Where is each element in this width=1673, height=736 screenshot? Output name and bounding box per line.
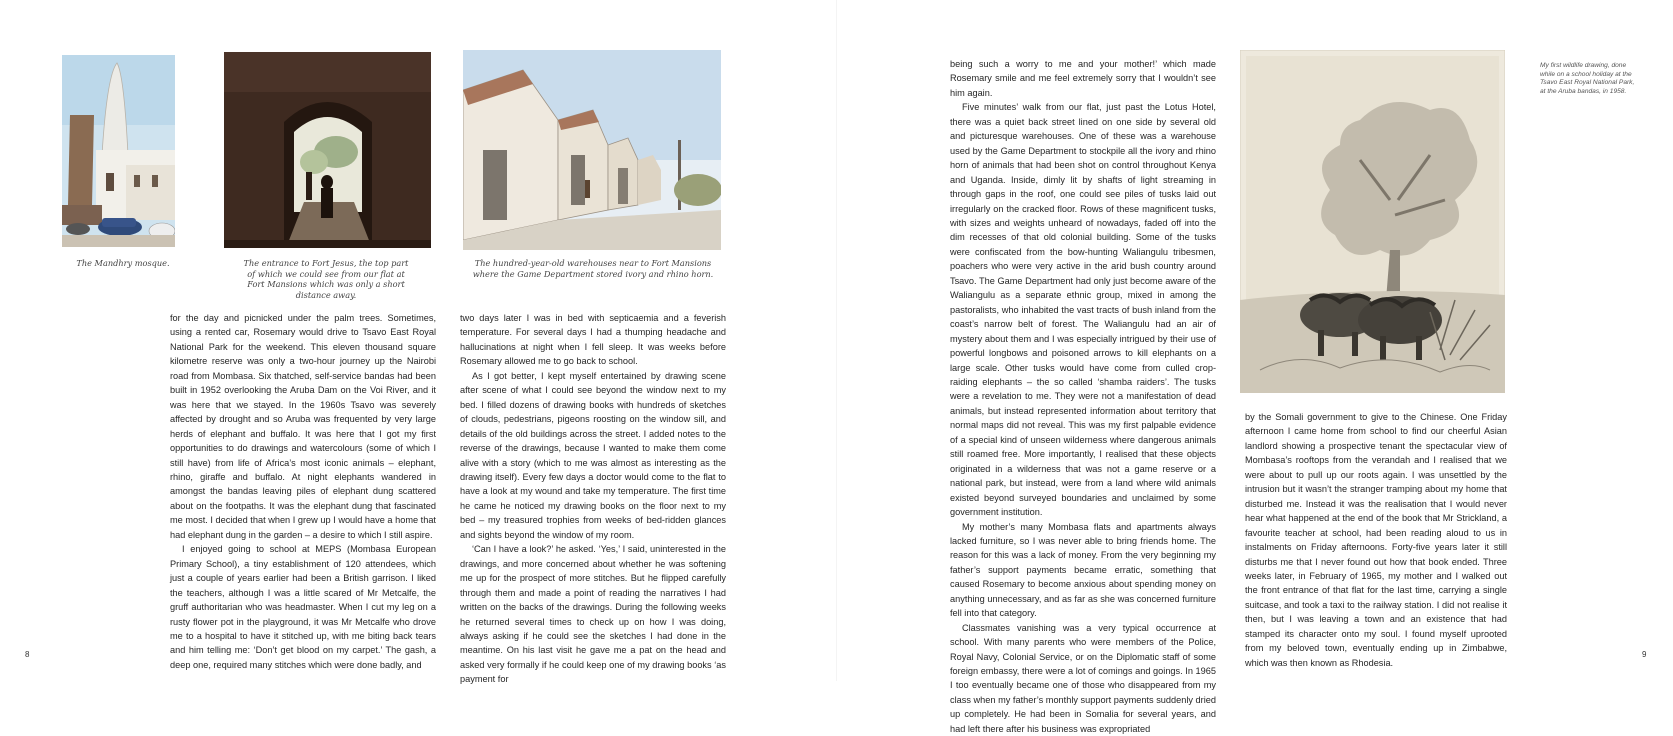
paragraph: As I got better, I kept myself entertained by drawing scene after scene of what I could see beyond the window next to my bed. I filled dozens of drawing books with hundreds of sketches of clouds, pedestrians, pigeons roosting on the window sill, and details of the old buildings across the street. I added notes to the reverse of the drawings, because I wanted to make them come alive with a story (which to me was almost as interesting as the drawing itself). Every few days a doctor would come to the flat to have a look at my wound and take my temperature. The first time he came he noticed my drawing books on the floor next to my bed – my treasured trophies from weeks of bed-ridden glances and sights beyond the window of my room.	[460, 370, 726, 540]
paragraph: Five minutes’ walk from our flat, just past the Lotus Hotel, there was a quiet back street lined on one side by several old and picturesque warehouses. One of these was a warehouse used by the Game Department to stockpile all the ivory and rhino horn of animals that had been shot on control throughout Kenya and Uganda. Inside, dimly lit by shafts of light streaming in through gaps in the roof, one could see piles of tusks laid out irregularly on the cracked floor. Rows of these magnificent tusks, with sizes and weights unheard of nowadays, faded off into the dim recesses of that old colonial building. Some of the tusks were confiscated from the bow-hunting Waliangulu tribesmen, poachers who were very active in the arid bush country around Tsavo. The Game Department had only just become aware of the Waliangulu as a separate ethnic group, mixed in among the pastoralists, who inhabited the vast tracts of bush inland from the coast’s narrow belt of forest. The Waliangulu had an air of mystery about them and I was especially intrigued by their use of powerful longbows and poisoned arrows to kill elephants on a large scale. Other tusks would have come from culled crop-raiding elephants – the so called ‘shamba raiders’. The tusks were a revelation to me. They were not a manifestation of dead animals, but instead represented information about territory that normal maps did not reveal. This was my first palpable evidence of a special kind of unseen wilderness where dangerous animals still roamed free. More importantly, I realised that these objects originated in a wilderness that was not a game reserve or a national park, but instead, were from a land where wild animals existed beyond surveyed boundaries and unclaimed by some government institution.	[950, 102, 1216, 518]
text-column-2	[460, 311, 726, 687]
page-number-right: 9	[1642, 650, 1647, 659]
warehouses-watercolor	[463, 50, 721, 250]
paragraph: I enjoyed going to school at MEPS (Mombasa European Primary School), a tiny establishment of 120 attendees, which just a couple of years earlier had been a British garrison. I liked the teachers, although I was a little scared of Mr Metcalfe, the gruff authoritarian who was headmaster. When I cut my leg on a rusty flower pot in the playground, it was Mr Metcalfe who drove me to a hospital to have it stitched up, with me biting back tears and him telling me: ‘Don’t get blood on my carpet.’ The gash, a deep one, required many stitches which were done badly, and	[170, 544, 436, 670]
paragraph: by the Somali government to give to the Chinese. One Friday afternoon I came home from school to find our cheerful Asian landlord showing a prospective tenant the spectacular view of Mombasa’s rooftops from the verandah and I realised that we were about to pull up our roots again. I was unsettled by the intrusion but it wasn’t the stranger tramping about my home that disturbed me. Instead it was the realisation that I would never hear what happened at the end of the book that Mr Strickland, a favourite teacher at school, had been reading aloud to us in instalments on Friday afternoons. Forty-five years later it still disturbs me that I never found out how that book ended. Three weeks later, in February of 1965, my mother and I walked out the front entrance of that flat for the last time, carrying a single suitcase, and took a taxi to the railway station. I did not realise it then, but I was leaving a town and an existence that had stamped its character onto my soul. I found myself uprooted from my beloved town, eventually ending up in Zimbabwe, which was then known as Rhodesia.	[1245, 412, 1507, 668]
page-gutter	[836, 0, 837, 681]
page-number-left: 8	[25, 650, 30, 659]
caption-warehouses: The hundred-year-old warehouses near to Fort Mansions where the Game Department stored ivory and rhino horn.	[472, 258, 714, 279]
paragraph: My mother’s many Mombasa flats and apartments always lacked furniture, so I was never able to bring friends home. The reason for this was a lack of money. From the very beginning my father’s support payments became erratic, something that caused Rosemary to become anxious about spending money on anything unnecessary, and as far as she was concerned furniture fell into that category.	[950, 521, 1216, 619]
caption-wildlife-drawing: My first wildlife drawing, done while on a school holiday at the Tsavo East Royal National Park, at the Aruba bandas, in 1958.	[1540, 62, 1635, 95]
text-column-3	[950, 57, 1216, 736]
caption-fort-jesus: The entrance to Fort Jesus, the top part of which we could see from our flat at Fort Mansions which was only a short distance away.	[243, 258, 409, 300]
buffalo-pencil-drawing	[1240, 50, 1505, 393]
paragraph: being such a worry to me and your mother!’ which made Rosemary smile and me feel extremely sorry that I wouldn’t see him again.	[950, 59, 1216, 98]
text-column-4	[1245, 410, 1507, 670]
paragraph: Classmates vanishing was a very typical occurrence at school. With many parents who were members of the Police, Royal Navy, Colonial Service, or on the Diplomatic staff of some foreign embassy, there were a lot of comings and goings. In 1965 I too eventually became one of those who disappeared from my class when my father’s monthly support payments suddenly dried up completely. He had been in Somalia for several years, and had left there after his business was expropriated	[950, 622, 1216, 734]
paragraph: for the day and picnicked under the palm trees. Sometimes, using a rented car, Rosemary would drive to Tsavo East Royal National Park for the weekend. This eleven thousand square kilometre reserve was only a two-hour journey up the Nairobi road from Mombasa. Six thatched, self-service bandas had been built in 1952 overlooking the Aruba Dam on the Voi River, and it was here that we stayed. In the 1960s Tsavo was severely affected by drought and so Aruba was frequented by very large herds of elephant and buffalo. It was here that I got my first opportunities to do drawings and watercolours (some of which I still have) from life of Africa’s most iconic animals – elephant, rhino, giraffe and buffalo. At night elephants wandered in amongst the bandas leaving piles of elephant dung scattered about on the footpaths. It was the elephant dung that fascinated me most. I decided that when I grew up I would have a home that had elephant dung in the garden – a desire to which I still aspire.	[170, 313, 436, 540]
mosque-watercolor	[62, 55, 175, 247]
caption-mosque: The Mandhry mosque.	[76, 258, 170, 268]
paragraph: ‘Can I have a look?’ he asked. ‘Yes,’ I said, uninterested in the drawings, and more concerned about whether he was softening me up for the prospect of more stitches. But he flipped carefully through them and made a point of reading the narratives I had written on the backs of the drawings. During the following weeks he returned several times to check up on how I was doing, always asking if he could see the sketches I had done in the meantime. On his last visit he gave me a pat on the head and asked very formally if he could keep one of my drawing books ‘as payment for	[460, 544, 726, 685]
fort-jesus-watercolor	[224, 52, 431, 248]
text-column-1	[170, 311, 436, 672]
paragraph: two days later I was in bed with septicaemia and a feverish temperature. For several days I had a thumping headache and hallucinations at night when I fell sleep. It was weeks before Rosemary allowed me to go back to school.	[460, 313, 726, 367]
